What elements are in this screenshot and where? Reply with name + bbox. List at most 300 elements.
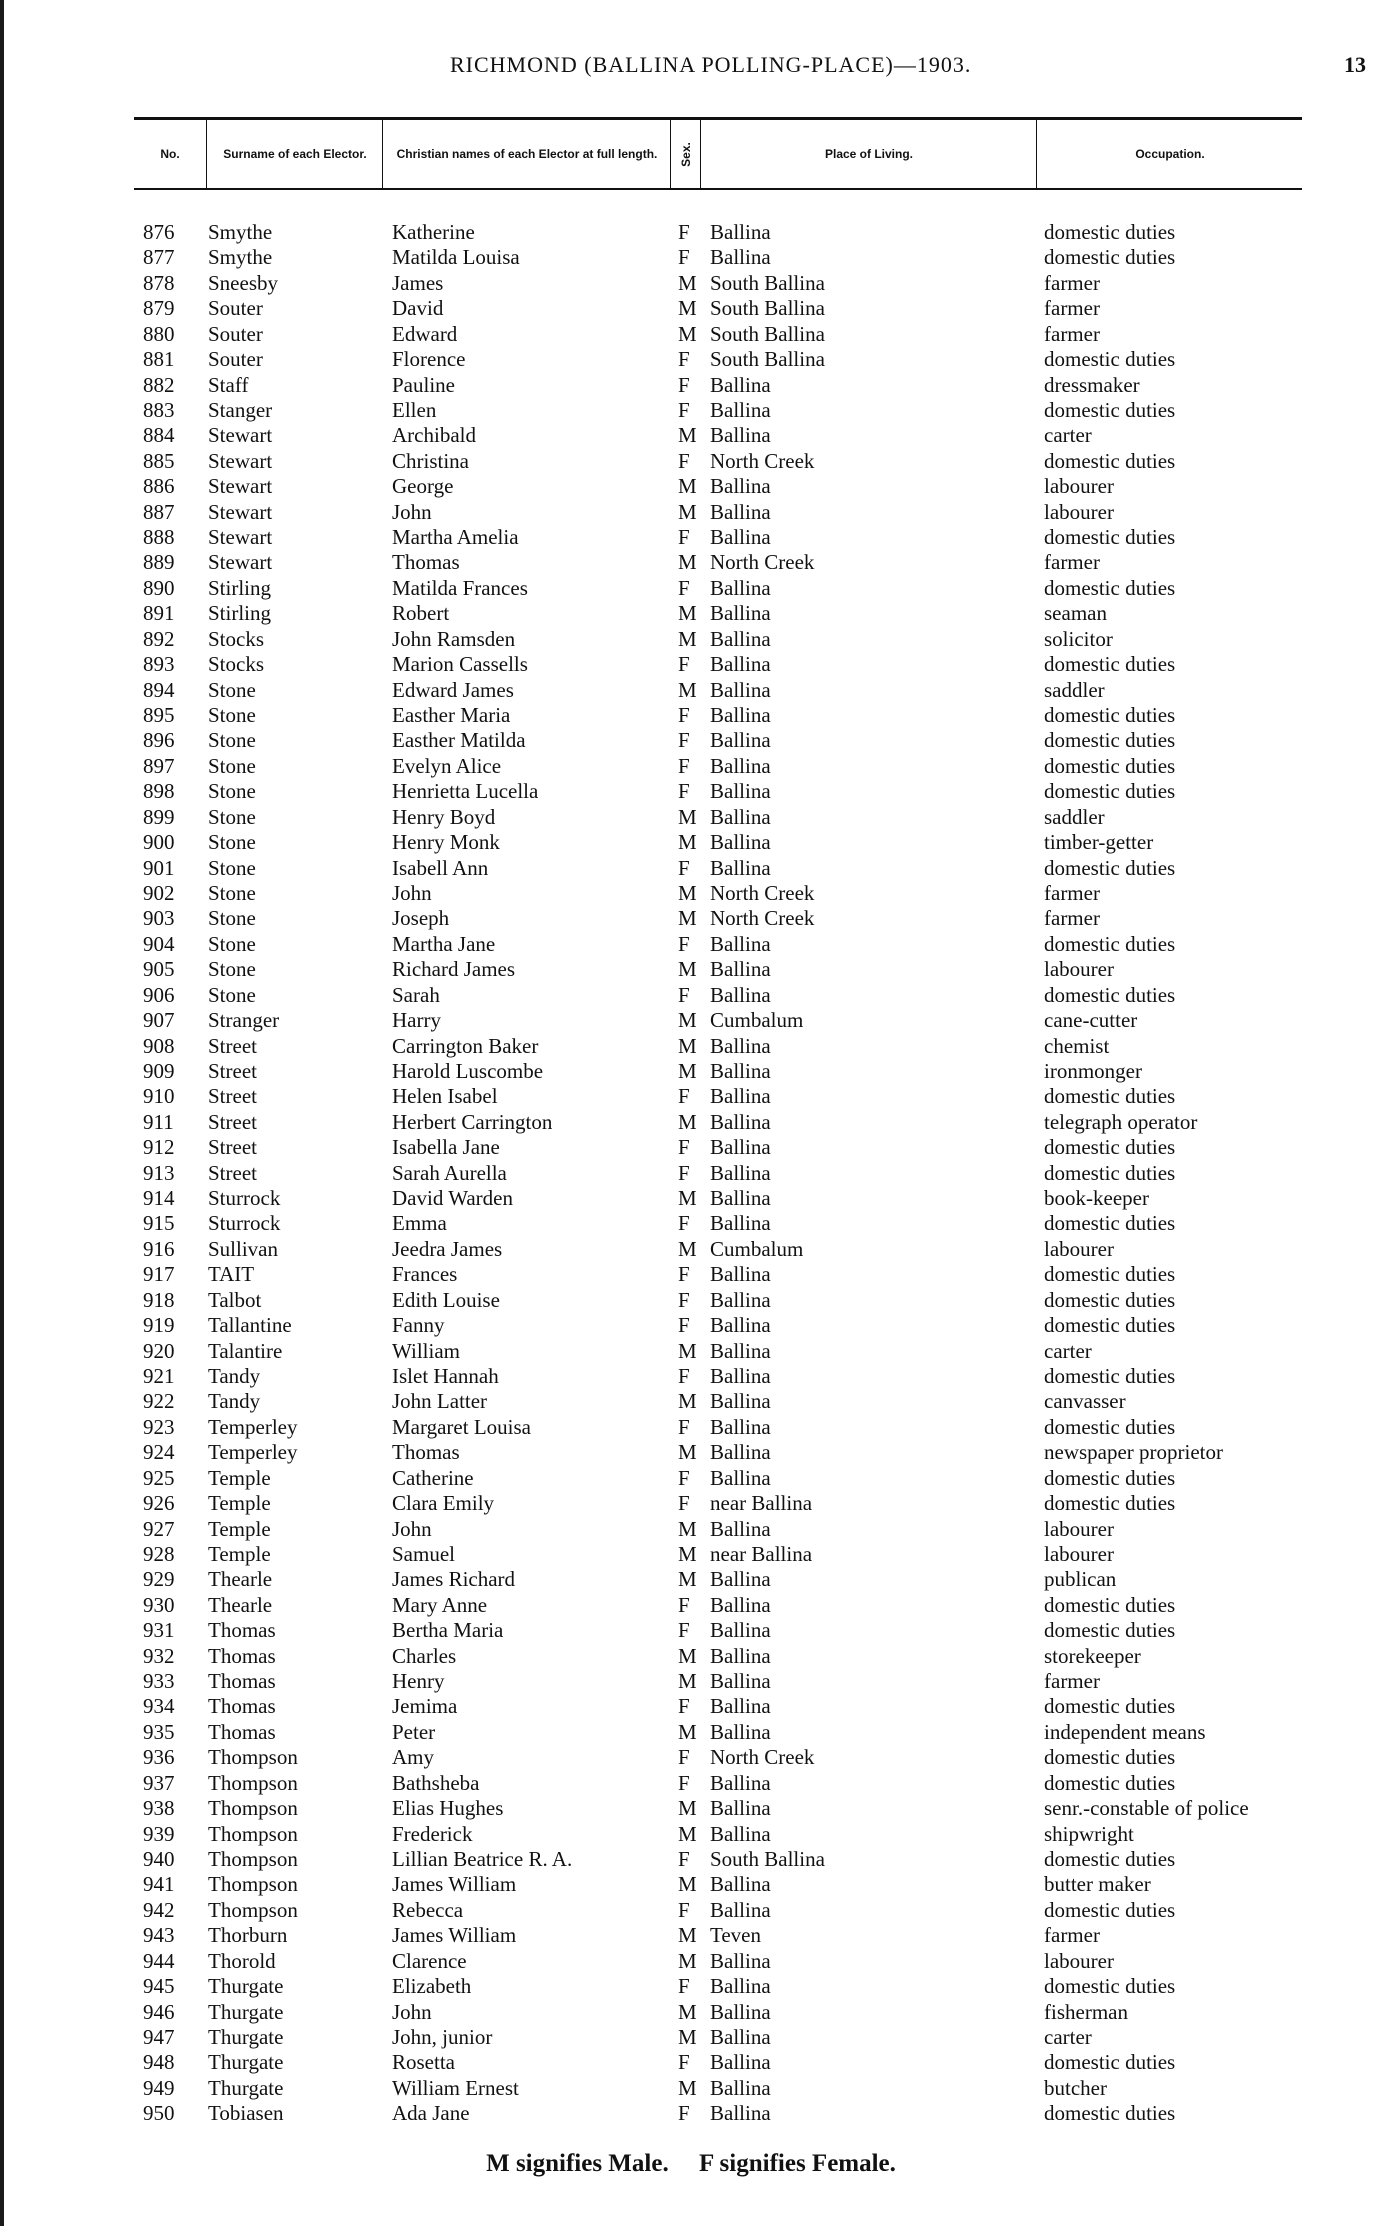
male-note: M signifies Male. xyxy=(486,2150,669,2177)
elector-place: Ballina xyxy=(710,1643,771,1668)
elector-place: Ballina xyxy=(710,1948,771,1973)
elector-surname: Thurgate xyxy=(208,2024,284,2049)
elector-christian-names: Peter xyxy=(392,1719,436,1744)
elector-christian-names: Sarah xyxy=(392,982,440,1007)
elector-christian-names: John Ramsden xyxy=(392,626,516,651)
elector-surname: Thurgate xyxy=(208,2075,284,2100)
elector-number: 918 xyxy=(143,1287,175,1312)
elector-occupation: domestic duties xyxy=(1044,1491,1176,1516)
elector-place: Ballina xyxy=(710,957,771,982)
table-row xyxy=(0,1186,1382,1211)
elector-number: 915 xyxy=(143,1211,175,1236)
table-row xyxy=(0,398,1382,423)
elector-occupation: telegraph operator xyxy=(1044,1109,1198,1134)
elector-occupation: timber-getter xyxy=(1044,830,1154,855)
elector-christian-names: Mary Anne xyxy=(392,1592,488,1617)
elector-number: 938 xyxy=(143,1796,175,1821)
elector-christian-names: Henry xyxy=(392,1669,445,1694)
elector-number: 900 xyxy=(143,830,175,855)
elector-surname: Thompson xyxy=(208,1872,298,1897)
elector-christian-names: Ellen xyxy=(392,397,437,422)
elector-number: 931 xyxy=(143,1618,175,1643)
elector-christian-names: James xyxy=(392,270,444,295)
elector-occupation: labourer xyxy=(1044,1236,1114,1261)
elector-occupation: domestic duties xyxy=(1044,1592,1176,1617)
table-row xyxy=(0,245,1382,270)
elector-number: 921 xyxy=(143,1363,175,1388)
elector-occupation: domestic duties xyxy=(1044,1211,1176,1236)
elector-sex: M xyxy=(678,1389,697,1414)
elector-place: Ballina xyxy=(710,525,771,550)
elector-occupation: farmer xyxy=(1044,270,1100,295)
elector-place: Ballina xyxy=(710,2024,771,2049)
elector-number: 929 xyxy=(143,1567,175,1592)
table-row xyxy=(0,1517,1382,1542)
elector-occupation: publican xyxy=(1044,1567,1117,1592)
elector-number: 879 xyxy=(143,296,175,321)
elector-number: 914 xyxy=(143,1186,175,1211)
elector-surname: Stewart xyxy=(208,423,273,448)
elector-sex: F xyxy=(678,1262,690,1287)
elector-surname: Thompson xyxy=(208,1897,298,1922)
elector-occupation: domestic duties xyxy=(1044,245,1176,270)
elector-christian-names: Harold Luscombe xyxy=(392,1058,544,1083)
elector-occupation: domestic duties xyxy=(1044,1363,1176,1388)
elector-surname: Stranger xyxy=(208,1008,280,1033)
elector-occupation: labourer xyxy=(1044,1516,1114,1541)
elector-surname: Stone xyxy=(208,982,256,1007)
elector-christian-names: Evelyn Alice xyxy=(392,753,502,778)
elector-surname: Temple xyxy=(208,1491,271,1516)
elector-sex: M xyxy=(678,957,697,982)
elector-number: 932 xyxy=(143,1643,175,1668)
table-row xyxy=(0,957,1382,982)
elector-sex: M xyxy=(678,1719,697,1744)
elector-place: Ballina xyxy=(710,1796,771,1821)
elector-number: 878 xyxy=(143,270,175,295)
elector-place: Ballina xyxy=(710,1186,771,1211)
table-row xyxy=(0,1898,1382,1923)
elector-place: Ballina xyxy=(710,1618,771,1643)
elector-occupation: domestic duties xyxy=(1044,525,1176,550)
elector-christian-names: Bathsheba xyxy=(392,1770,480,1795)
table-row xyxy=(0,1389,1382,1414)
elector-christian-names: Herbert Carrington xyxy=(392,1109,553,1134)
table-row xyxy=(0,2050,1382,2075)
elector-sex: F xyxy=(678,703,690,728)
elector-occupation: domestic duties xyxy=(1044,931,1176,956)
elector-sex: F xyxy=(678,1770,690,1795)
table-row xyxy=(0,856,1382,881)
elector-christian-names: Martha Jane xyxy=(392,931,496,956)
table-row xyxy=(0,1949,1382,1974)
elector-sex: F xyxy=(678,1135,690,1160)
table-row xyxy=(0,1771,1382,1796)
elector-place: North Creek xyxy=(710,550,815,575)
elector-christian-names: John xyxy=(392,1999,432,2024)
elector-number: 934 xyxy=(143,1694,175,1719)
elector-sex: F xyxy=(678,728,690,753)
elector-occupation: farmer xyxy=(1044,296,1100,321)
elector-occupation: newspaper proprietor xyxy=(1044,1440,1224,1465)
elector-christian-names: James William xyxy=(392,1923,517,1948)
elector-number: 913 xyxy=(143,1160,175,1185)
elector-number: 949 xyxy=(143,2075,175,2100)
elector-sex: M xyxy=(678,270,697,295)
elector-place: Ballina xyxy=(710,1084,771,1109)
table-row xyxy=(0,703,1382,728)
elector-occupation: domestic duties xyxy=(1044,397,1176,422)
elector-surname: Thomas xyxy=(208,1669,276,1694)
elector-christian-names: Richard James xyxy=(392,957,516,982)
elector-sex: F xyxy=(678,1974,690,1999)
elector-number: 919 xyxy=(143,1313,175,1338)
elector-occupation: domestic duties xyxy=(1044,753,1176,778)
elector-number: 890 xyxy=(143,575,175,600)
elector-sex: M xyxy=(678,2024,697,2049)
table-row xyxy=(0,1008,1382,1033)
elector-christian-names: Thomas xyxy=(392,550,460,575)
page-title: RICHMOND (BALLINA POLLING-PLACE)—1903. xyxy=(450,52,972,77)
elector-christian-names: Easther Maria xyxy=(392,703,511,728)
elector-sex: M xyxy=(678,2075,697,2100)
elector-surname: Thorburn xyxy=(208,1923,288,1948)
elector-surname: Thompson xyxy=(208,1796,298,1821)
elector-surname: Stocks xyxy=(208,626,265,651)
elector-sex: M xyxy=(678,1948,697,1973)
elector-place: Ballina xyxy=(710,804,771,829)
elector-sex: F xyxy=(678,1313,690,1338)
elector-sex: M xyxy=(678,1058,697,1083)
table-row xyxy=(0,322,1382,347)
elector-christian-names: Samuel xyxy=(392,1541,455,1566)
elector-occupation: solicitor xyxy=(1044,626,1113,651)
elector-surname: Souter xyxy=(208,347,263,372)
elector-christian-names: Pauline xyxy=(392,372,455,397)
elector-place: Ballina xyxy=(710,626,771,651)
elector-surname: Tobiasen xyxy=(208,2101,284,2126)
elector-occupation: dressmaker xyxy=(1044,372,1140,397)
elector-sex: F xyxy=(678,1491,690,1516)
elector-sex: F xyxy=(678,1694,690,1719)
elector-christian-names: James Richard xyxy=(392,1567,516,1592)
elector-surname: Thearle xyxy=(208,1567,273,1592)
elector-sex: F xyxy=(678,1211,690,1236)
elector-occupation: storekeeper xyxy=(1044,1643,1141,1668)
elector-surname: Stirling xyxy=(208,575,272,600)
table-row xyxy=(0,1415,1382,1440)
elector-christian-names: John xyxy=(392,1516,432,1541)
elector-place: Ballina xyxy=(710,1109,771,1134)
elector-place: Ballina xyxy=(710,1211,771,1236)
elector-occupation: domestic duties xyxy=(1044,1770,1176,1795)
table-row xyxy=(0,271,1382,296)
elector-sex: M xyxy=(678,1109,697,1134)
elector-sex: F xyxy=(678,779,690,804)
elector-surname: Stone xyxy=(208,728,256,753)
elector-occupation: butter maker xyxy=(1044,1872,1151,1897)
elector-surname: Stone xyxy=(208,753,256,778)
table-row xyxy=(0,1491,1382,1516)
elector-christian-names: Helen Isabel xyxy=(392,1084,498,1109)
elector-place: Ballina xyxy=(710,1160,771,1185)
elector-number: 884 xyxy=(143,423,175,448)
table-row xyxy=(0,983,1382,1008)
elector-number: 948 xyxy=(143,2050,175,2075)
elector-occupation: farmer xyxy=(1044,550,1100,575)
elector-occupation: saddler xyxy=(1044,677,1105,702)
elector-place: near Ballina xyxy=(710,1491,813,1516)
elector-surname: Talantire xyxy=(208,1338,283,1363)
elector-place: Ballina xyxy=(710,1262,771,1287)
page-number: 13 xyxy=(1344,52,1366,77)
elector-christian-names: Florence xyxy=(392,347,466,372)
elector-occupation: domestic duties xyxy=(1044,1847,1176,1871)
elector-place: Ballina xyxy=(710,1414,771,1439)
elector-number: 882 xyxy=(143,372,175,397)
elector-occupation: domestic duties xyxy=(1044,728,1176,753)
elector-surname: Stone xyxy=(208,779,256,804)
elector-number: 906 xyxy=(143,982,175,1007)
elector-surname: Thorold xyxy=(208,1948,276,1973)
elector-surname: Temperley xyxy=(208,1414,298,1439)
elector-occupation: domestic duties xyxy=(1044,1313,1176,1338)
elector-place: Ballina xyxy=(710,2075,771,2100)
elector-occupation: domestic duties xyxy=(1044,1465,1176,1490)
elector-surname: Thomas xyxy=(208,1643,276,1668)
elector-place: Ballina xyxy=(710,1363,771,1388)
elector-occupation: domestic duties xyxy=(1044,1745,1176,1770)
elector-occupation: labourer xyxy=(1044,474,1114,499)
elector-occupation: butcher xyxy=(1044,2075,1107,2100)
elector-christian-names: Jemima xyxy=(392,1694,458,1719)
elector-surname: Staff xyxy=(208,372,249,397)
elector-surname: Stewart xyxy=(208,474,273,499)
elector-christian-names: Henry Boyd xyxy=(392,804,496,829)
elector-christian-names: Isabell Ann xyxy=(392,855,489,880)
elector-number: 927 xyxy=(143,1516,175,1541)
table-row xyxy=(0,2101,1382,2126)
elector-place: Ballina xyxy=(710,652,771,677)
elector-number: 941 xyxy=(143,1872,175,1897)
elector-number: 904 xyxy=(143,931,175,956)
elector-christian-names: Margaret Louisa xyxy=(392,1414,531,1439)
elector-number: 880 xyxy=(143,321,175,346)
elector-christian-names: John xyxy=(392,499,432,524)
elector-number: 887 xyxy=(143,499,175,524)
table-row xyxy=(0,1872,1382,1897)
elector-number: 895 xyxy=(143,703,175,728)
elector-christian-names: James William xyxy=(392,1872,517,1897)
elector-sex: M xyxy=(678,550,697,575)
elector-christian-names: Charles xyxy=(392,1643,457,1668)
elector-surname: Sturrock xyxy=(208,1186,281,1211)
table-row xyxy=(0,1110,1382,1135)
column-header-sex-label: Sex. xyxy=(678,141,693,167)
elector-number: 893 xyxy=(143,652,175,677)
elector-christian-names: Harry xyxy=(392,1008,441,1033)
elector-occupation: carter xyxy=(1044,1338,1092,1363)
electoral-roll-table xyxy=(0,220,1382,2127)
elector-number: 922 xyxy=(143,1389,175,1414)
elector-christian-names: George xyxy=(392,474,454,499)
elector-surname: Thomas xyxy=(208,1618,276,1643)
elector-number: 883 xyxy=(143,397,175,422)
elector-number: 908 xyxy=(143,1033,175,1058)
elector-place: Ballina xyxy=(710,1872,771,1897)
elector-sex: F xyxy=(678,220,690,244)
elector-surname: Stone xyxy=(208,703,256,728)
elector-christian-names: Catherine xyxy=(392,1465,474,1490)
elector-number: 894 xyxy=(143,677,175,702)
table-row xyxy=(0,1466,1382,1491)
column-header-surname: Surname of each Elector. xyxy=(206,120,383,188)
elector-sex: M xyxy=(678,830,697,855)
elector-place: Ballina xyxy=(710,1135,771,1160)
elector-place: Ballina xyxy=(710,245,771,270)
elector-surname: Smythe xyxy=(208,245,273,270)
elector-surname: Temple xyxy=(208,1541,271,1566)
legend-footer xyxy=(0,2150,1382,2178)
elector-christian-names: Amy xyxy=(392,1745,434,1770)
elector-surname: TAIT xyxy=(208,1262,255,1287)
elector-sex: F xyxy=(678,1847,690,1871)
elector-number: 936 xyxy=(143,1745,175,1770)
elector-occupation: domestic duties xyxy=(1044,347,1176,372)
table-row xyxy=(0,2025,1382,2050)
table-row xyxy=(0,550,1382,575)
elector-place: Ballina xyxy=(710,1669,771,1694)
elector-sex: M xyxy=(678,1999,697,2024)
elector-number: 888 xyxy=(143,525,175,550)
elector-surname: Temperley xyxy=(208,1440,298,1465)
elector-surname: Thompson xyxy=(208,1847,298,1871)
elector-number: 924 xyxy=(143,1440,175,1465)
table-row xyxy=(0,678,1382,703)
elector-surname: Stone xyxy=(208,957,256,982)
elector-sex: M xyxy=(678,804,697,829)
elector-sex: M xyxy=(678,499,697,524)
column-header-row xyxy=(134,117,1302,190)
elector-number: 881 xyxy=(143,347,175,372)
elector-occupation: seaman xyxy=(1044,601,1107,626)
elector-number: 935 xyxy=(143,1719,175,1744)
table-row xyxy=(0,1644,1382,1669)
elector-surname: Stone xyxy=(208,906,256,931)
elector-christian-names: John, junior xyxy=(392,2024,493,2049)
elector-sex: F xyxy=(678,448,690,473)
elector-occupation: senr.-constable of police xyxy=(1044,1796,1249,1821)
elector-sex: M xyxy=(678,1338,697,1363)
elector-surname: Stirling xyxy=(208,601,272,626)
elector-surname: Stone xyxy=(208,855,256,880)
elector-surname: Tandy xyxy=(208,1389,261,1414)
elector-surname: Talbot xyxy=(208,1287,262,1312)
elector-christian-names: Matilda Louisa xyxy=(392,245,520,270)
elector-surname: Temple xyxy=(208,1465,271,1490)
elector-surname: Thompson xyxy=(208,1745,298,1770)
elector-sex: F xyxy=(678,347,690,372)
elector-surname: Stocks xyxy=(208,652,265,677)
elector-place: Ballina xyxy=(710,1389,771,1414)
elector-sex: M xyxy=(678,474,697,499)
elector-place: South Ballina xyxy=(710,270,825,295)
elector-occupation: saddler xyxy=(1044,804,1105,829)
elector-sex: M xyxy=(678,906,697,931)
elector-number: 901 xyxy=(143,855,175,880)
elector-sex: F xyxy=(678,1745,690,1770)
elector-sex: F xyxy=(678,1287,690,1312)
elector-occupation: farmer xyxy=(1044,906,1100,931)
elector-surname: Stone xyxy=(208,830,256,855)
elector-number: 897 xyxy=(143,753,175,778)
elector-surname: Thurgate xyxy=(208,1999,284,2024)
elector-christian-names: Lillian Beatrice R. A. xyxy=(392,1847,573,1871)
elector-christian-names: Clarence xyxy=(392,1948,467,1973)
elector-sex: M xyxy=(678,677,697,702)
elector-number: 891 xyxy=(143,601,175,626)
elector-surname: Stone xyxy=(208,804,256,829)
elector-sex: M xyxy=(678,1643,697,1668)
elector-number: 926 xyxy=(143,1491,175,1516)
elector-occupation: carter xyxy=(1044,423,1092,448)
table-row xyxy=(0,1618,1382,1643)
elector-christian-names: Martha Amelia xyxy=(392,525,519,550)
table-row xyxy=(0,779,1382,804)
elector-occupation: cane-cutter xyxy=(1044,1008,1138,1033)
elector-place: Ballina xyxy=(710,982,771,1007)
table-row xyxy=(0,754,1382,779)
elector-sex: M xyxy=(678,1186,697,1211)
elector-christian-names: Fanny xyxy=(392,1313,445,1338)
elector-number: 899 xyxy=(143,804,175,829)
elector-occupation: domestic duties xyxy=(1044,1414,1176,1439)
elector-occupation: domestic duties xyxy=(1044,1262,1176,1287)
elector-christian-names: David Warden xyxy=(392,1186,513,1211)
elector-sex: M xyxy=(678,1440,697,1465)
elector-occupation: chemist xyxy=(1044,1033,1110,1058)
elector-surname: Street xyxy=(208,1109,257,1134)
elector-number: 892 xyxy=(143,626,175,651)
elector-place: near Ballina xyxy=(710,1541,813,1566)
table-row xyxy=(0,1745,1382,1770)
elector-number: 877 xyxy=(143,245,175,270)
elector-place: Ballina xyxy=(710,1592,771,1617)
elector-occupation: domestic duties xyxy=(1044,855,1176,880)
elector-place: Ballina xyxy=(710,601,771,626)
elector-sex: F xyxy=(678,931,690,956)
elector-place: Ballina xyxy=(710,423,771,448)
elector-occupation: farmer xyxy=(1044,1923,1100,1948)
elector-sex: M xyxy=(678,1923,697,1948)
elector-place: Ballina xyxy=(710,728,771,753)
elector-christian-names: Matilda Frances xyxy=(392,575,528,600)
column-header-christian-names: Christian names of each Elector at full length. xyxy=(382,120,671,188)
elector-sex: M xyxy=(678,1008,697,1033)
elector-occupation: domestic duties xyxy=(1044,1974,1176,1999)
elector-number: 923 xyxy=(143,1414,175,1439)
table-row xyxy=(0,1059,1382,1084)
elector-place: North Creek xyxy=(710,906,815,931)
elector-place: North Creek xyxy=(710,880,815,905)
elector-sex: M xyxy=(678,1567,697,1592)
elector-place: Ballina xyxy=(710,1058,771,1083)
elector-place: Ballina xyxy=(710,779,771,804)
table-row xyxy=(0,652,1382,677)
elector-christian-names: Rebecca xyxy=(392,1897,464,1922)
elector-christian-names: Elizabeth xyxy=(392,1974,472,1999)
elector-sex: M xyxy=(678,626,697,651)
